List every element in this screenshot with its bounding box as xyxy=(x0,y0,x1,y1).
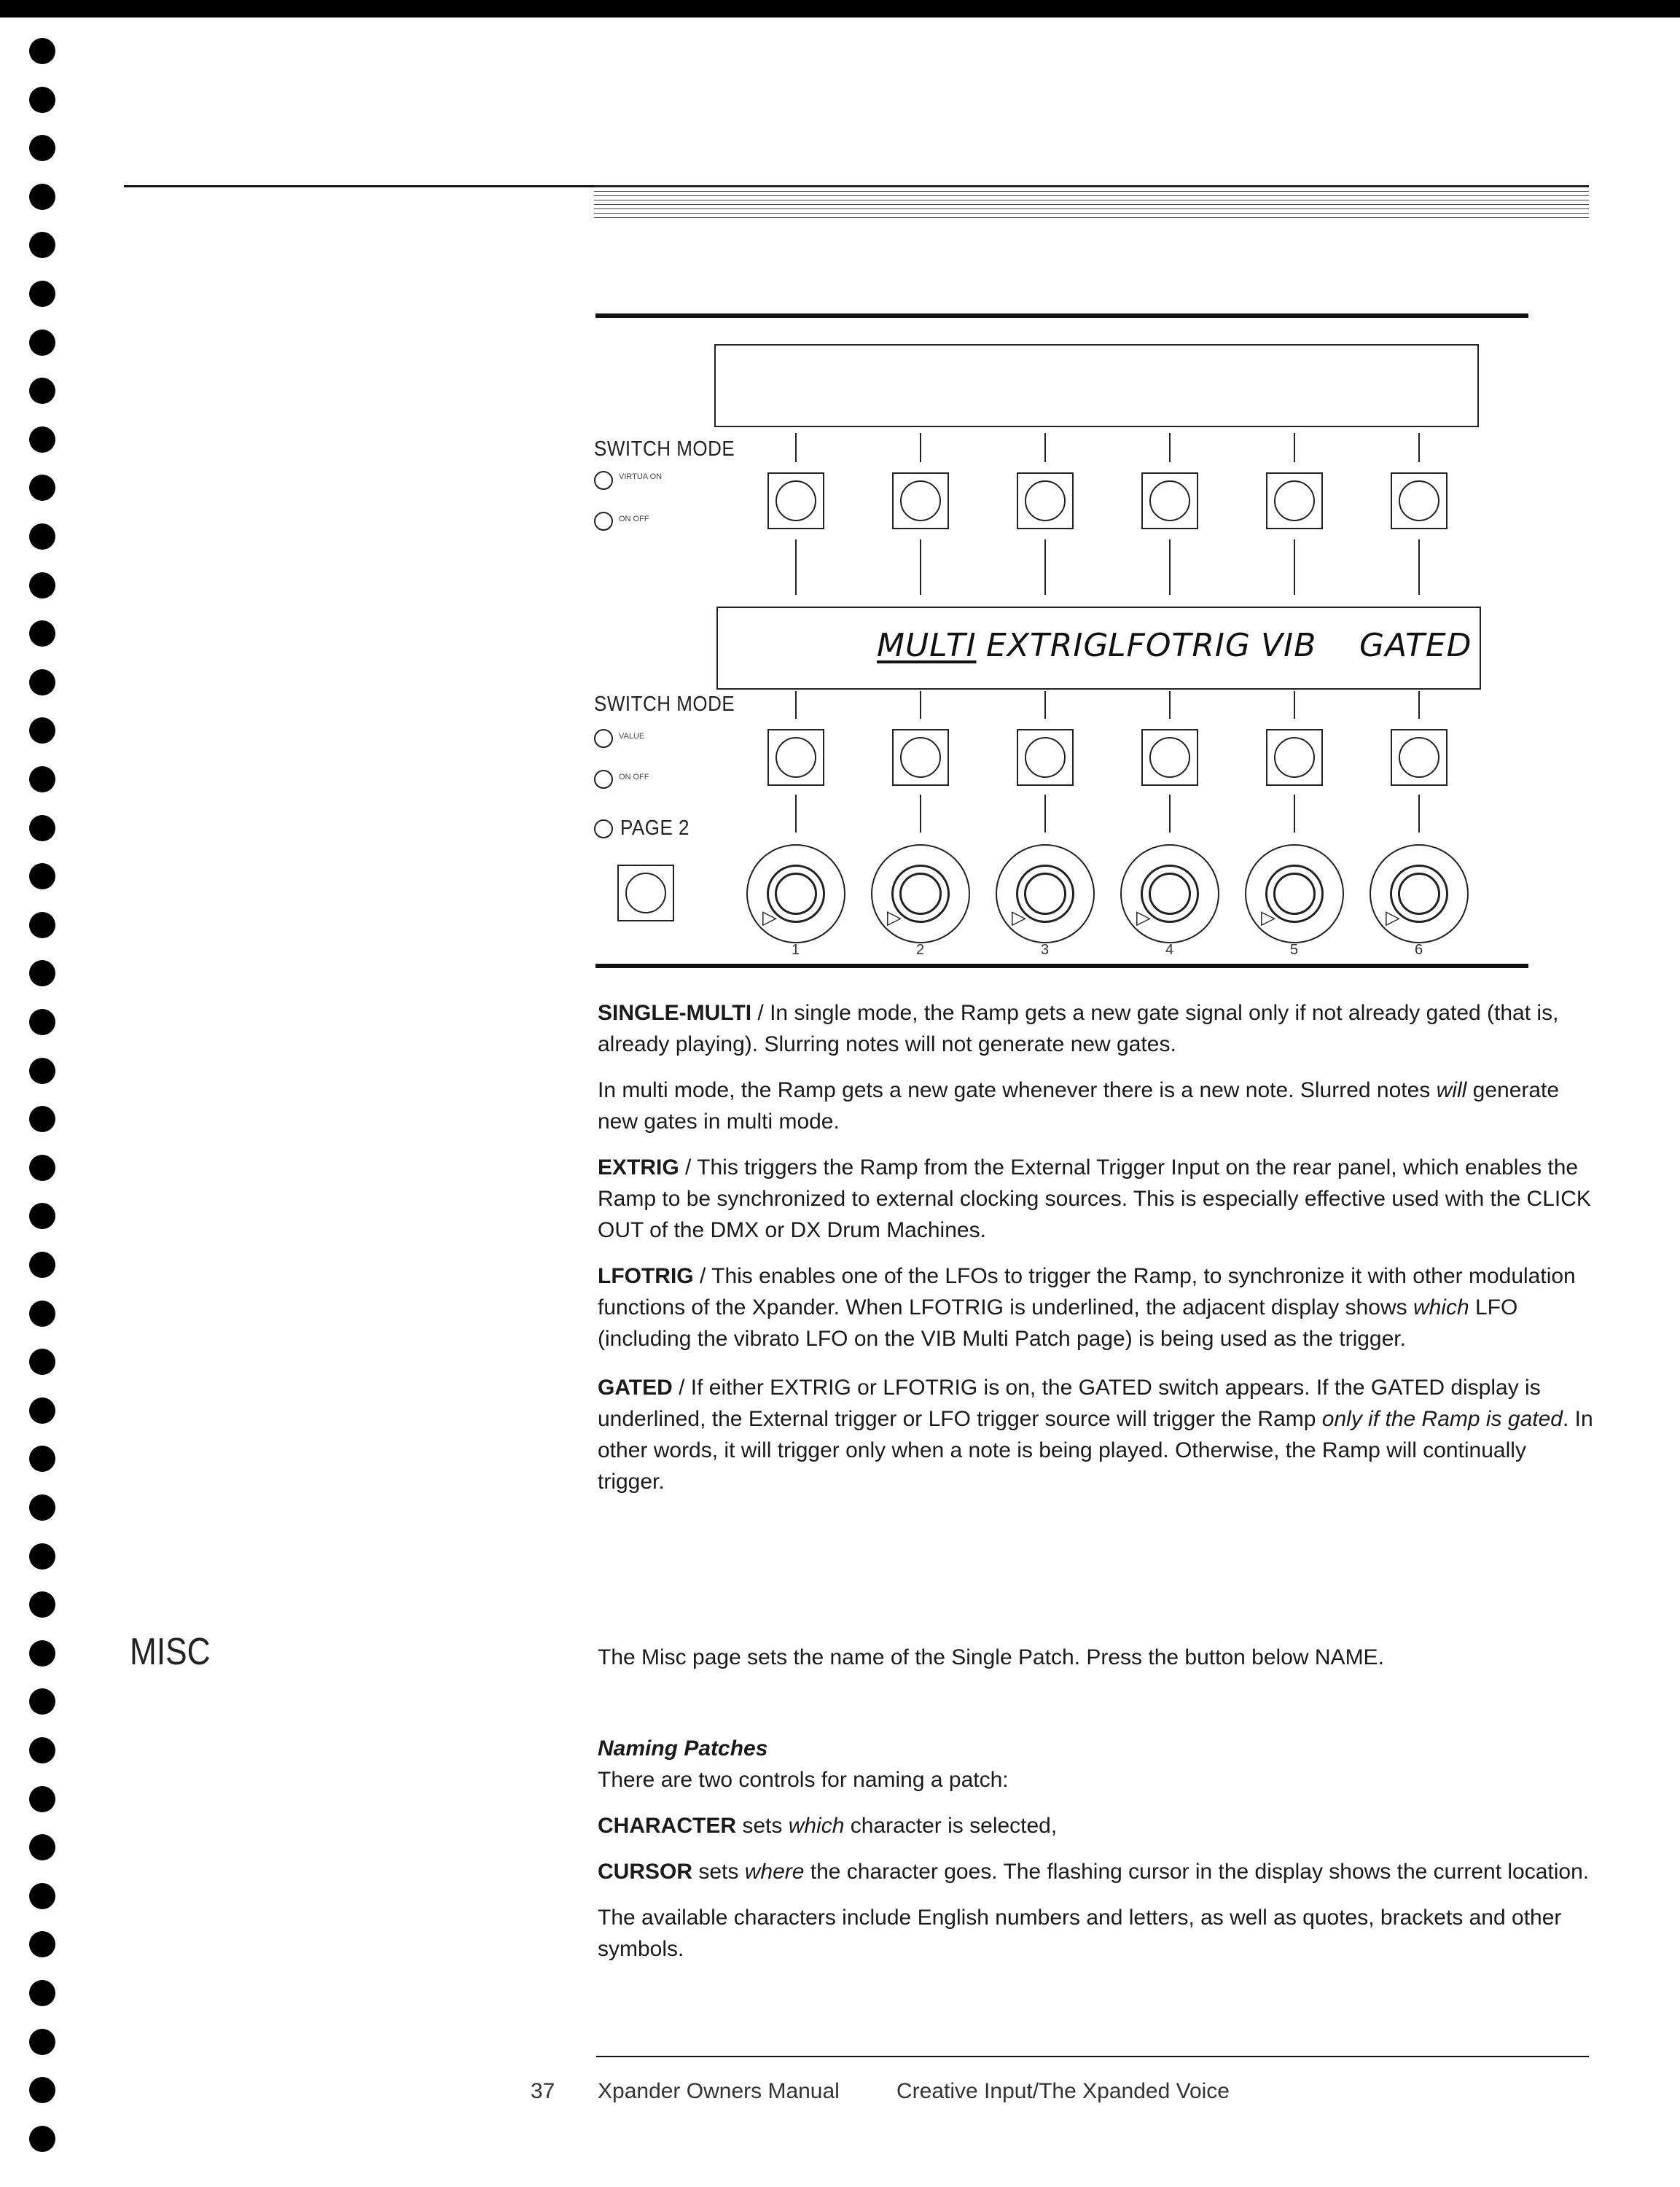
paragraph-text: . In other words, it will trigger only when a note is being played. Otherwise, the Ramp will continually trigger. xyxy=(598,1407,1593,1494)
binder-hole xyxy=(29,378,55,404)
connector-line xyxy=(1294,433,1295,462)
connector-line xyxy=(1169,795,1171,833)
binder-holes xyxy=(29,38,58,2167)
page2-label: PAGE 2 xyxy=(620,815,690,840)
parameter-knob-6[interactable] xyxy=(1370,844,1469,943)
paragraph-available: The available characters include English numbers and letters, as well as quotes, brackets and other symbols. xyxy=(598,1906,1562,1961)
binder-hole xyxy=(29,1931,55,1957)
connector-line xyxy=(920,539,921,595)
footer-rule xyxy=(596,2056,1589,2057)
term: GATED xyxy=(598,1376,673,1400)
binder-hole xyxy=(29,1203,55,1229)
parameter-knob-1[interactable] xyxy=(746,844,845,943)
scan-top-border xyxy=(0,0,1680,17)
knob-cap xyxy=(1024,873,1066,915)
connector-line xyxy=(795,795,797,833)
footer-manual-title: Xpander Owners Manual xyxy=(598,2079,840,2103)
knob-pointer-icon: ▷ xyxy=(1386,906,1400,928)
connector-line xyxy=(1169,691,1171,719)
binder-hole xyxy=(29,38,55,64)
binder-hole xyxy=(29,1397,55,1424)
binder-hole xyxy=(29,1591,55,1618)
binder-hole xyxy=(29,1058,55,1084)
knob-pointer-icon: ▷ xyxy=(1136,906,1151,928)
connector-line xyxy=(920,433,921,462)
connector-line xyxy=(795,691,797,719)
knob-number: 6 xyxy=(1415,942,1423,958)
term: LFOTRIG xyxy=(598,1264,694,1288)
led-indicator xyxy=(594,512,613,531)
connector-line xyxy=(920,691,921,719)
connector-line xyxy=(795,539,797,595)
paragraph-text: / In single mode, the Ramp gets a new gate signal only if not already gated (that is, already playing). Slurring notes will not generate new gates. xyxy=(598,1001,1559,1056)
connector-line xyxy=(1418,433,1420,462)
knob-pointer-icon: ▷ xyxy=(887,906,902,928)
knob-number: 2 xyxy=(916,942,925,958)
page2-led xyxy=(594,819,613,838)
binder-hole xyxy=(29,766,55,792)
binder-hole xyxy=(29,281,55,307)
term: CHARACTER xyxy=(598,1814,736,1838)
knob-number: 3 xyxy=(1041,942,1050,958)
connector-line xyxy=(920,795,921,833)
lower-softkey-button-5[interactable] xyxy=(1266,729,1323,786)
paragraph-gated xyxy=(598,1372,1596,1497)
paragraph-character xyxy=(598,1810,1596,1841)
binder-hole xyxy=(29,717,55,744)
emphasis: which xyxy=(788,1814,845,1838)
paragraph-text: / This enables one of the LFOs to trigger the Ramp, to synchronize it with other modulation functions of the Xpander. When LFOTRIG is underlined, the adjacent display shows xyxy=(598,1264,1576,1319)
lower-softkey-button-6[interactable] xyxy=(1391,729,1447,786)
display-label-multi: MULTI xyxy=(877,627,977,664)
binder-hole xyxy=(29,87,55,113)
paragraph-cursor xyxy=(598,1856,1596,1887)
binder-hole xyxy=(29,523,55,550)
binder-hole xyxy=(29,2029,55,2055)
binder-hole xyxy=(29,960,55,986)
upper-softkey-button-6[interactable] xyxy=(1391,472,1447,529)
binder-hole xyxy=(29,475,55,501)
binder-hole xyxy=(29,426,55,453)
led-tiny-label: VIRTUA ON xyxy=(619,472,663,481)
binder-hole xyxy=(29,1155,55,1181)
upper-softkey-button-4[interactable] xyxy=(1141,472,1198,529)
led-tiny-label: VALUE xyxy=(619,732,645,741)
binder-hole xyxy=(29,620,55,647)
display-label-extrig: EXTRIG xyxy=(986,627,1109,664)
term: SINGLE-MULTI xyxy=(598,1001,752,1025)
front-panel-diagram xyxy=(594,306,1534,977)
naming-heading-text: Naming Patches xyxy=(598,1736,768,1761)
ramp-switch-descriptions xyxy=(598,997,1596,1497)
switch-mode-label-bottom: SWITCH MODE xyxy=(594,691,735,716)
knob-number: 5 xyxy=(1290,942,1299,958)
knob-cap xyxy=(1398,873,1440,915)
binder-hole xyxy=(29,815,55,841)
binder-hole xyxy=(29,863,55,889)
knob-cap xyxy=(1149,873,1191,915)
binder-hole xyxy=(29,1446,55,1472)
naming-intro: There are two controls for naming a patch: xyxy=(598,1768,1009,1792)
lower-softkey-button-2[interactable] xyxy=(892,729,949,786)
connector-line xyxy=(1418,795,1420,833)
paragraph-text: / If either EXTRIG or LFOTRIG is on, the GATED switch appears. If the GATED display is underlined, the External trigger or LFO trigger source will trigger the Ramp xyxy=(598,1376,1541,1431)
display-label-gated: GATED xyxy=(1359,627,1472,664)
binder-hole xyxy=(29,2126,55,2152)
binder-hole xyxy=(29,184,55,210)
lower-softkey-button-3[interactable] xyxy=(1017,729,1074,786)
emphasis: will xyxy=(1436,1078,1467,1102)
led-indicator xyxy=(594,471,613,490)
binder-hole xyxy=(29,2077,55,2103)
binder-hole xyxy=(29,1494,55,1521)
paragraph-single-multi xyxy=(598,997,1596,1060)
binder-hole xyxy=(29,572,55,599)
upper-softkey-button-2[interactable] xyxy=(892,472,949,529)
lower-softkey-button-4[interactable] xyxy=(1141,729,1198,786)
binder-hole xyxy=(29,135,55,161)
misc-section xyxy=(598,1642,1596,1965)
misc-heading: MISC xyxy=(130,1631,211,1673)
connector-line xyxy=(1294,539,1295,595)
emphasis: only if the Ramp is gated xyxy=(1321,1407,1563,1431)
page2-button[interactable] xyxy=(617,865,674,921)
binder-hole xyxy=(29,1301,55,1327)
display-label-lfotrig: LFOTRIG xyxy=(1108,627,1251,664)
paragraph-text: sets xyxy=(736,1814,789,1838)
binder-hole xyxy=(29,1106,55,1132)
knob-pointer-icon: ▷ xyxy=(1261,906,1275,928)
knob-cap xyxy=(775,873,817,915)
binder-hole xyxy=(29,1252,55,1278)
connector-line xyxy=(1169,433,1171,462)
paragraph-lfotrig xyxy=(598,1260,1596,1354)
knob-number: 1 xyxy=(792,942,800,958)
binder-hole xyxy=(29,1883,55,1909)
connector-line xyxy=(1418,539,1420,595)
paragraph-multi-mode xyxy=(598,1075,1596,1137)
binder-hole xyxy=(29,1834,55,1860)
led-indicator xyxy=(594,770,613,789)
lower-softkey-button-1[interactable] xyxy=(767,729,824,786)
diagram-bottom-rule xyxy=(595,964,1528,968)
knob-pointer-icon: ▷ xyxy=(762,906,777,928)
binder-hole xyxy=(29,232,55,258)
parameter-knob-3[interactable] xyxy=(996,844,1095,943)
binder-hole xyxy=(29,669,55,695)
binder-hole xyxy=(29,1543,55,1570)
knob-number: 4 xyxy=(1165,942,1174,958)
paragraph-text: LFO (including the vibrato LFO on the VIB Multi Patch page) is being used as the trigger. xyxy=(598,1295,1518,1351)
connector-line xyxy=(795,433,797,462)
lower-display xyxy=(716,607,1481,690)
paragraph-text: character is selected, xyxy=(844,1814,1058,1838)
connector-line xyxy=(1044,433,1046,462)
connector-line xyxy=(1044,539,1046,595)
parameter-knob-5[interactable] xyxy=(1245,844,1344,943)
naming-heading xyxy=(598,1733,1596,1764)
led-tiny-label: ON OFF xyxy=(619,515,649,523)
page-number: 37 xyxy=(531,2079,555,2103)
upper-softkey-button-3[interactable] xyxy=(1017,472,1074,529)
term: CURSOR xyxy=(598,1860,693,1884)
paragraph-extrig xyxy=(598,1152,1596,1246)
switch-mode-label-top: SWITCH MODE xyxy=(594,436,735,461)
knob-cap xyxy=(899,873,942,915)
paragraph-text: In multi mode, the Ramp gets a new gate whenever there is a new note. Slurred notes xyxy=(598,1078,1437,1102)
connector-line xyxy=(1418,691,1420,719)
paragraph-text: the character goes. The flashing cursor in the display shows the current location. xyxy=(804,1860,1590,1884)
binder-hole xyxy=(29,1349,55,1375)
binder-hole xyxy=(29,1688,55,1715)
knob-pointer-icon: ▷ xyxy=(1012,906,1026,928)
diagram-top-rule xyxy=(595,313,1528,318)
emphasis: where xyxy=(744,1860,805,1884)
parameter-knob-4[interactable] xyxy=(1120,844,1219,943)
connector-line xyxy=(1294,795,1295,833)
footer-section-title: Creative Input/The Xpanded Voice xyxy=(896,2079,1230,2103)
paragraph-text: generate new gates in multi mode. xyxy=(598,1078,1560,1134)
connector-line xyxy=(1294,691,1295,719)
emphasis: which xyxy=(1413,1295,1469,1319)
connector-line xyxy=(1169,539,1171,595)
knob-cap xyxy=(1273,873,1316,915)
binder-hole xyxy=(29,1980,55,2006)
upper-softkey-button-5[interactable] xyxy=(1266,472,1323,529)
binder-hole xyxy=(29,912,55,938)
connector-line xyxy=(1044,795,1046,833)
display-label-vib: VIB xyxy=(1261,627,1317,664)
binder-hole xyxy=(29,1009,55,1035)
parameter-knob-2[interactable] xyxy=(871,844,970,943)
upper-display xyxy=(714,344,1479,427)
led-indicator xyxy=(594,729,613,748)
paragraph-text: sets xyxy=(692,1860,745,1884)
misc-intro: The Misc page sets the name of the Single Patch. Press the button below NAME. xyxy=(598,1645,1384,1669)
paragraph-text: / This triggers the Ramp from the External Trigger Input on the rear panel, which enables the Ramp to be synchronized to external clocking sources. This is especially effective used with the CLICK OUT of the DMX or DX Drum Machines. xyxy=(598,1155,1591,1242)
binder-hole xyxy=(29,1737,55,1763)
term: EXTRIG xyxy=(598,1155,679,1180)
led-tiny-label: ON OFF xyxy=(619,773,649,781)
binder-hole xyxy=(29,330,55,356)
binder-hole xyxy=(29,1640,55,1666)
connector-line xyxy=(1044,691,1046,719)
binder-hole xyxy=(29,1786,55,1812)
upper-softkey-button-1[interactable] xyxy=(767,472,824,529)
